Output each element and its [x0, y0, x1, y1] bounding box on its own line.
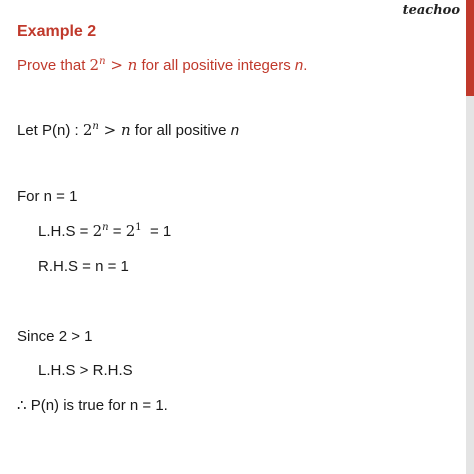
lhs-base1: 2: [92, 222, 103, 240]
lhs-post: = 1: [141, 223, 172, 240]
prompt-var2: n: [294, 57, 304, 74]
conclusion-line: ∴ P(n) is true for n = 1.: [17, 397, 168, 414]
lhs-pre: L.H.S =: [38, 223, 93, 240]
let-exp: n: [92, 121, 99, 132]
since-line: Since 2 > 1: [17, 328, 93, 345]
let-var2: n: [230, 122, 240, 139]
let-pre: Let P(n) :: [17, 122, 83, 139]
prompt-post: for all positive integers: [137, 57, 295, 74]
prompt-rel: >: [105, 56, 128, 74]
lhs-math: [93, 222, 109, 240]
brand-logo: teachoo: [402, 3, 460, 18]
compare-line: L.H.S > R.H.S: [38, 362, 133, 379]
lhs-exp1: n: [102, 222, 109, 233]
lhs-mid: =: [108, 223, 126, 240]
prompt-exp: n: [99, 56, 106, 67]
prompt-end: .: [303, 57, 308, 74]
prompt-var: n: [127, 56, 138, 74]
problem-statement: [17, 56, 307, 74]
side-accent-thumb: [466, 0, 474, 96]
let-statement: [17, 121, 239, 139]
lhs-line: [38, 222, 171, 240]
example-title: Example 2: [17, 23, 97, 40]
side-accent-bar: [466, 0, 474, 474]
let-post: for all positive: [130, 122, 231, 139]
lhs-math2: [126, 222, 142, 240]
lhs-base2: 2: [125, 222, 136, 240]
prompt-base: 2: [89, 56, 100, 74]
let-math: [83, 121, 131, 139]
prompt-pre: Prove that: [17, 57, 90, 74]
let-var: n: [120, 121, 131, 139]
let-base: 2: [82, 121, 93, 139]
let-rel: >: [98, 121, 121, 139]
rhs-line: R.H.S = n = 1: [38, 258, 129, 275]
lhs-exp2: 1: [135, 222, 142, 233]
for-n-equals-1: For n = 1: [17, 188, 78, 205]
prompt-math: [90, 56, 138, 74]
